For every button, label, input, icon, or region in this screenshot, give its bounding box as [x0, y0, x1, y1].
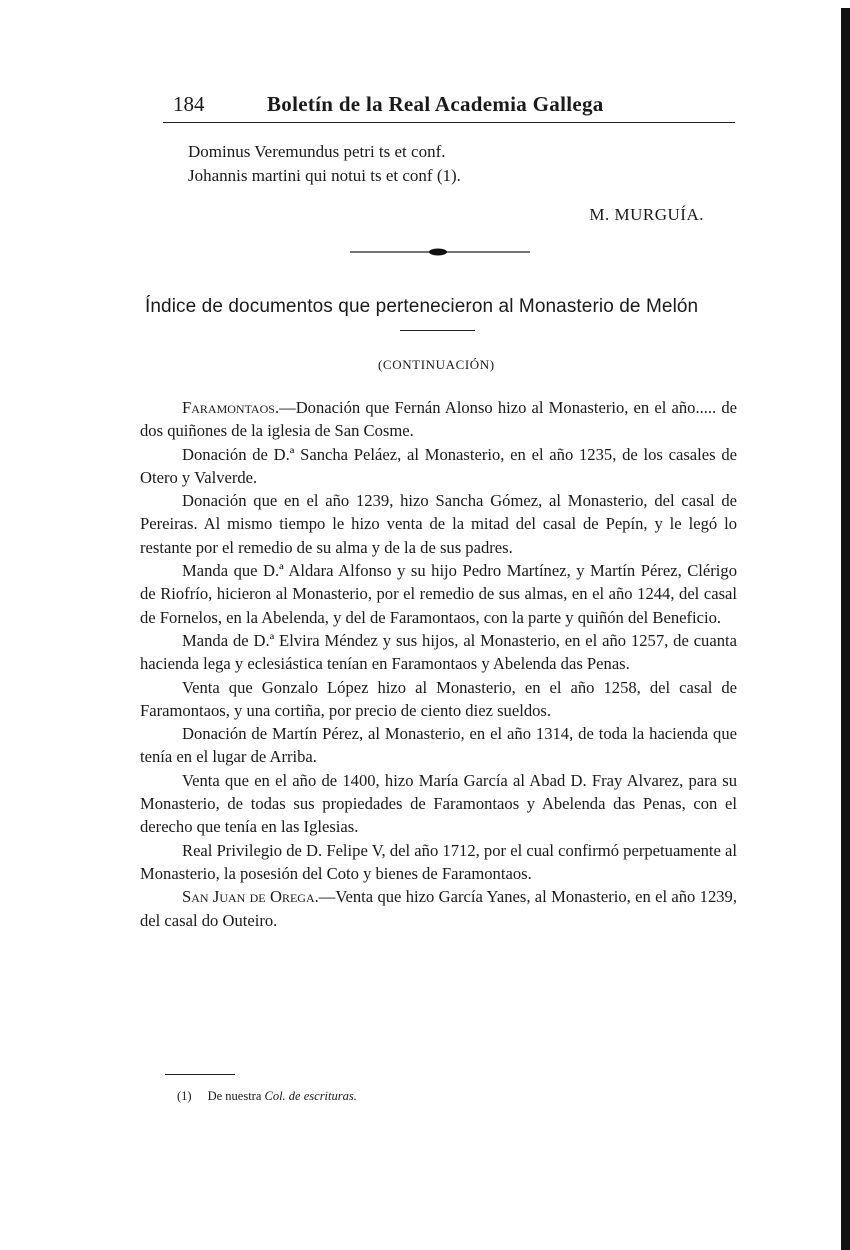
author-initial: M. M [589, 205, 631, 224]
title-rule [400, 330, 475, 331]
page-edge-shadow [841, 8, 850, 1250]
section-title: Índice de documentos que pertenecieron al Monasterio de Melón [145, 296, 699, 317]
footnote [177, 1089, 357, 1104]
author-signature [589, 205, 704, 225]
paragraph [140, 676, 737, 723]
paragraph [140, 722, 737, 769]
running-title: Boletín de la Real Academia Gallega [267, 92, 604, 116]
section-ornament [350, 246, 530, 258]
paragraph [140, 769, 737, 839]
paragraph [140, 489, 737, 559]
paragraph-text: Venta que Gonzalo López hizo al Monasterio, en el año 1258, del casal de Faramontaos, y una cortiña, por precio de ciento diez sueldos. [140, 677, 737, 720]
paragraph [140, 396, 737, 443]
paragraph [140, 629, 737, 676]
paragraph-text: Donación de D.ª Sancha Peláez, al Monasterio, en el año 1235, de los casales de Otero y Valverde. [140, 444, 737, 487]
paragraph-text: Donación de Martín Pérez, al Monasterio, en el año 1314, de toda la hacienda que tenía en el lugar de Arriba. [140, 724, 737, 767]
paragraph-text: Manda de D.ª Elvira Méndez y sus hijos, al Monasterio, en el año 1257, de cuanta hacienda lega y eclesiástica tenían en Faramontaos y Abelenda das Penas. [140, 630, 737, 674]
paragraph-text: —Donación que Fernán Alonso hizo al Monasterio, en el año..... de dos quiñones de la iglesia de San Cosme. [140, 398, 737, 441]
footnote-mark: (1) [177, 1089, 192, 1103]
paragraph [140, 443, 737, 490]
paragraph-text: Real Privilegio de D. Felipe V, del año 1712, por el cual confirmó perpetuamente al Monasterio, la posesión del Coto y bienes de Faramontaos. [140, 840, 737, 883]
page-number: 184 [173, 92, 205, 116]
signature-line-1: Dominus Veremundus petri ts et conf. [188, 142, 446, 161]
header-rule [163, 122, 735, 123]
paragraph [140, 839, 737, 886]
body-text [140, 396, 737, 932]
paragraph [140, 559, 737, 629]
paragraph-lead: Faramontaos. [182, 398, 280, 417]
paragraph-text: Manda que D.ª Aldara Alfonso y su hijo Pedro Martínez, y Martín Pérez, Clérigo de Riofrío, hicieron al Monasterio, por el remedio de sus almas, en el año 1244, del casal de Fornelos, en la Abelenda, y del de Faramontaos, con la parte y quiñón del Beneficio. [140, 561, 737, 627]
section-subtitle: (CONTINUACIÓN) [378, 357, 495, 372]
paragraph-text: —Venta que hizo García Yanes, al Monasterio, en el año 1239, del casal do Outeiro. [140, 887, 738, 930]
footnote-text: De nuestra [207, 1089, 262, 1103]
signature-line-2: Johannis martini qui notui ts et conf (1). [188, 166, 461, 185]
paragraph-lead: San Juan de Orega. [182, 887, 319, 907]
footnote-source: Col. de escrituras. [264, 1089, 357, 1103]
paragraph-text: Venta que en el año de 1400, hizo María García al Abad D. Fray Alvarez, para su Monasterio, de todas sus propiedades de Faramontaos y Abelenda das Penas, con el derecho que tenía en las Iglesias. [140, 770, 737, 837]
paragraph-text: Donación que en el año 1239, hizo Sancha Gómez, al Monasterio, del casal de Pereiras. Al mismo tiempo le hizo venta de la mitad del casal de Pepín, y le legó lo restante por el remedio de su alma y de la de sus padres. [140, 491, 737, 557]
page-header [163, 92, 735, 120]
author-surname: URGUÍA. [630, 205, 704, 224]
footnote-rule [165, 1074, 235, 1075]
paragraph [140, 885, 737, 932]
